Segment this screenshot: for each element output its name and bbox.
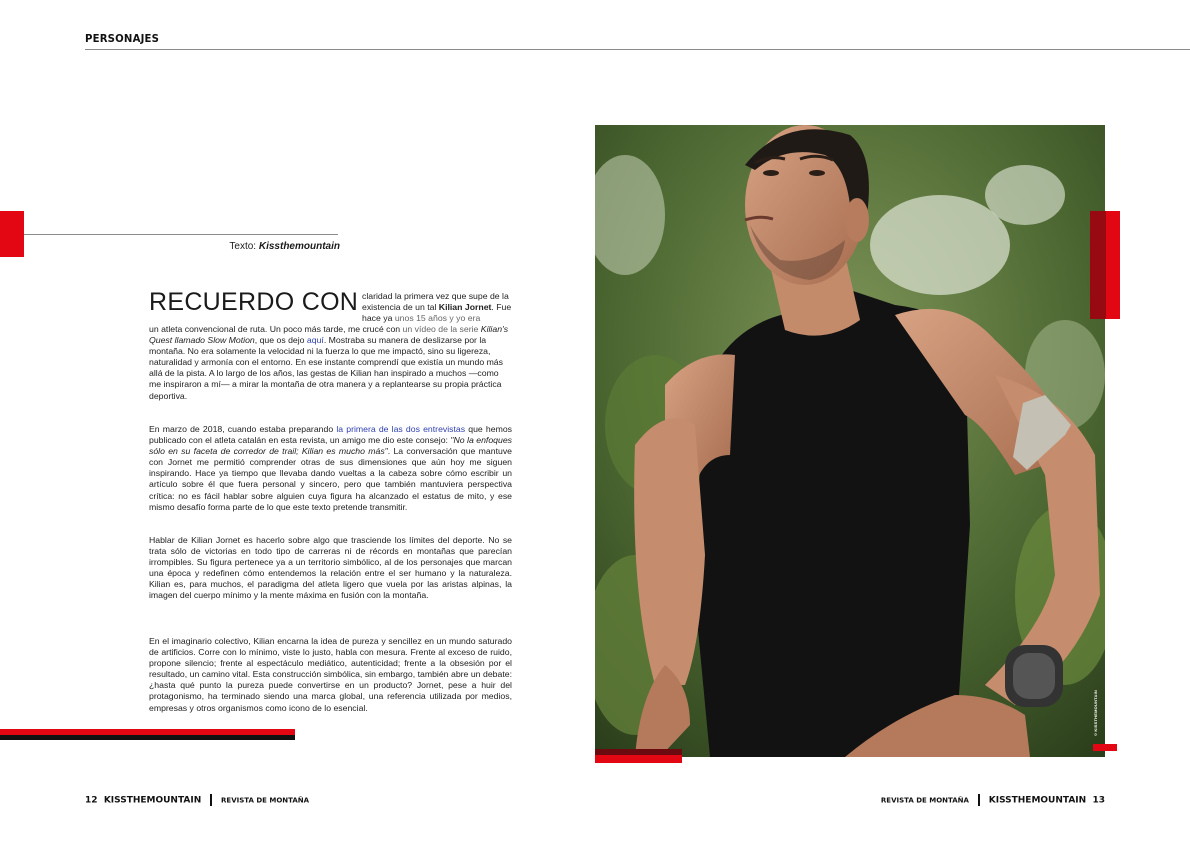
athlete-photo-illustration	[595, 125, 1105, 757]
paragraph-3: Hablar de Kilian Jornet es hacerlo sobre algo que trasciende los límites del deporte. No se trata sólo de victorias en todo tipo de carreras ni de récords en montañas que parecían irrompibles. Su figura pertenece ya a un territorio simbólico, al de los personajes que marcan una época y redefinen cómo entendemos la relación entre el ser humano y la naturaleza. Kilian es, para muchos, el paradigma del atleta ligero que vuela por las aristas alpinas, la imagen del cuerpo mínimo y la mente máxima en fusión con la montaña.	[149, 535, 512, 601]
footer-left	[85, 794, 309, 806]
paragraph-4: En el imaginario colectivo, Kilian encarna la idea de pureza y sencillez en un mundo saturado de artificios. Corre con lo mínimo, viste lo justo, habla con mesura. Frente al exceso de ruido, propone silencio; frente al espectáculo mediático, autenticidad; frente a la obsesión por el resultado, un camino vital. Esta construcción simbólica, sin embargo, también abre un debate: ¿hasta qué punto la pureza puede convertirse en un producto? Jornet, pese a huir del protagonismo, ha terminado siendo una marca global, una referencia utilizada por medios, empresas y otros organismos como icono de lo esencial.	[149, 636, 512, 713]
athlete-photo	[595, 125, 1105, 757]
p2-text-fragment: . La conversación que mantuve con Jornet me permitió comprender otras de sus dimensiones que aún hoy me siguen inspirando. Hace ya tiempo que llevaba dando vueltas a la cabeza sobre cómo escribir un artículo sobre él que fuera personal y sincero, pero que también mantuviera perspectiva crítica: no es fácil hablar sobre alguien cuya figura ha alcanzado el estatus de mito, y ese mismo desafío forma parte de lo que este texto pretende transmitir.	[149, 446, 513, 512]
paragraph-2	[149, 424, 512, 513]
intro-highlight: unos 15 años y yo era	[394, 313, 481, 324]
intro-text-fragment: claridad la primera vez que supe de la existencia de un tal	[362, 291, 509, 313]
page-number-right: 13	[1092, 795, 1105, 806]
video-title: Kilian's Quest llamado Slow Motion	[149, 324, 509, 346]
intro-text-fragment: . Mostraba su manera de deslizarse por la montaña. No era solamente la velocidad ni la fuerza lo que me impactó, sino su ligereza, naturalidad y armonía con el entorno. En ese instante comprendí que existía un mundo más allá de la pista. A lo largo de los años, las gestas de Kilian han inspirado a muchos —como me inspiraron a mí— a mirar la montaña de otra manera y a replantearse su propia práctica deportiva.	[149, 335, 503, 401]
magazine-brand-right: KISSTHEMOUNTAIN	[988, 795, 1087, 806]
magazine-tagline-left: REVISTA DE MONTAÑA	[221, 796, 310, 805]
p2-text-fragment: que hemos publicado con el atleta catalán en esta revista, un amigo me dio este consejo:	[149, 424, 512, 446]
p2-quote: "No la enfoques sólo en su faceta de corredor de trail; Kilian es mucho más"	[149, 435, 512, 457]
section-label: PERSONAJES	[85, 32, 160, 45]
credit-prefix: Texto:	[229, 241, 257, 252]
intro-text-fragment: . Fue hace ya	[362, 302, 512, 324]
video-link[interactable]: aquí	[306, 335, 324, 346]
header-rule	[85, 49, 1190, 50]
black-accent-bar-bottom-left	[0, 735, 295, 740]
footer-separator	[210, 794, 212, 806]
intro-name: Kilian Jornet	[438, 302, 492, 313]
intro-text-right	[362, 291, 512, 324]
article-opening-words: RECUERDO CON	[149, 288, 359, 316]
magazine-tagline-right: REVISTA DE MONTAÑA	[880, 796, 969, 805]
author-credit	[0, 241, 340, 252]
footer-right	[881, 794, 1105, 806]
intro-paragraph	[149, 324, 512, 402]
red-accent-bar-photo-right	[1093, 744, 1117, 751]
page-number-left: 12	[85, 795, 98, 806]
interview-link[interactable]: la primera de las dos entrevistas	[336, 424, 466, 434]
footer-separator	[978, 794, 980, 806]
intro-text-fragment: un atleta convencional de ruta. Un poco más tarde, me crucé con	[149, 324, 403, 334]
red-accent-bar-photo	[595, 755, 682, 763]
credit-author: Kissthemountain	[258, 241, 340, 252]
magazine-brand-left: KISSTHEMOUNTAIN	[103, 795, 202, 806]
photo-credit: ©KISSTHEMOUNTAIN	[1093, 690, 1098, 737]
intro-highlight: un vídeo de la serie	[402, 324, 479, 334]
p2-text-fragment: En marzo de 2018, cuando estaba preparando	[149, 424, 337, 434]
intro-text-fragment: , que os dejo	[254, 335, 307, 346]
credit-rule	[24, 234, 338, 235]
dark-red-accent-tab-right	[1090, 211, 1106, 319]
